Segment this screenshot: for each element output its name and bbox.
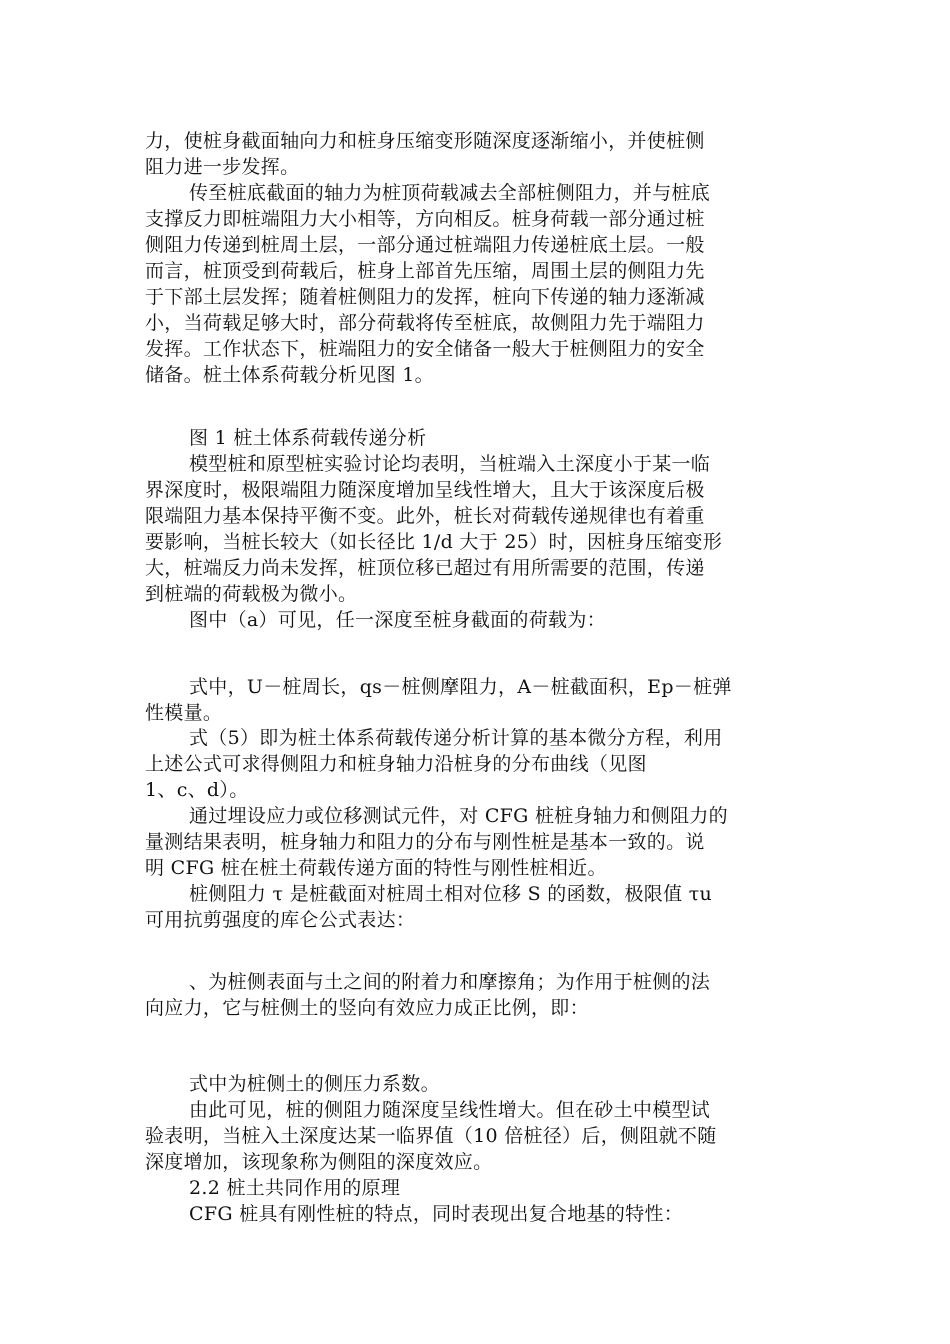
paragraph-cfg-measurement: 通过埋设应力或位移测试元件，对 CFG 桩桩身轴力和侧阻力的 量测结果表明，桩身轴力和阻力的分布与刚性桩是基本一致的。说 明 CFG 桩在桩土荷载传递方面的特性与刚性桩相近。: [145, 805, 728, 879]
section-heading-2-2: 2.2 桩土共同作用的原理: [189, 1177, 401, 1199]
paragraph-model-pile: 模型桩和原型桩实验讨论均表明，当桩端入土深度小于某一临 界深度时，极限端阻力随深度增加呈线性增大，且大于该深度后极 限端阻力基本保持平衡不变。此外，桩长对荷载传递规律也有着重 要影响，当桩长较大（如长径比 1/d 大于 25）时，因桩身压缩变形 大，桩端反力尚未发挥，桩顶位移已超过有用所需要的范围，传递 到桩端的荷载极为微小。: [145, 453, 723, 605]
paragraph-side-resistance: 桩侧阻力 τ 是桩截面对桩周土相对位移 S 的函数，极限值 τu 可用抗剪强度的库仑公式表达：: [145, 883, 713, 931]
paragraph-cfg-characteristics: CFG 桩具有刚性桩的特点，同时表现出复合地基的特性：: [189, 1203, 684, 1225]
paragraph-pressure-coefficient: 式中为桩侧土的侧压力系数。: [189, 1073, 440, 1095]
paragraph-depth-effect: 由此可见，桩的侧阻力随深度呈线性增大。但在砂土中模型试 验表明，当桩入土深度达某一临界值（10 倍桩径）后，侧阻就不随 深度增加，该现象称为侧阻的深度效应。: [145, 1099, 717, 1173]
paragraph-figure-a: 图中（a）可见，任一深度至桩身截面的荷载为：: [189, 609, 606, 631]
paragraph-continuation: 力，使桩身截面轴向力和桩身压缩变形随深度逐渐缩小，并使桩侧 阻力进一步发挥。: [145, 130, 705, 178]
paragraph-equation-5: 式（5）即为桩土体系荷载传递分析计算的基本微分方程，利用 上述公式可求得侧阻力和桩身轴力沿桩身的分布曲线（见图 1、c、d）。: [145, 727, 723, 801]
paragraph-adhesion: 、为桩侧表面与土之间的附着力和摩擦角；为作用于桩侧的法 向应力，它与桩侧土的竖向有效应力成正比例，即：: [145, 971, 711, 1019]
paragraph-variables: 式中，U－桩周长，qs－桩侧摩阻力，A－桩截面积，Ep－桩弹 性模量。: [145, 676, 732, 724]
paragraph-load-transfer: 传至桩底截面的轴力为桩顶荷载减去全部桩侧阻力，并与桩底 支撑反力即桩端阻力大小相等，方向相反。桩身荷载一部分通过桩 侧阻力传递到桩周土层，一部分通过桩端阻力传递桩底土层。一般 而言，桩顶受到荷载后，桩身上部首先压缩，周围土层的侧阻力先 于下部土层发挥；随着桩侧阻力的发挥，桩向下传递的轴力逐渐减 小，当荷载足够大时，部分荷载将传至桩底，故侧阻力先于端阻力 发挥。工作状态下，桩端阻力的安全储备一般大于桩侧阻力的安全 储备。桩土体系荷载分析见图 1。: [145, 182, 711, 386]
figure-caption: 图 1 桩土体系荷载传递分析: [189, 427, 427, 449]
